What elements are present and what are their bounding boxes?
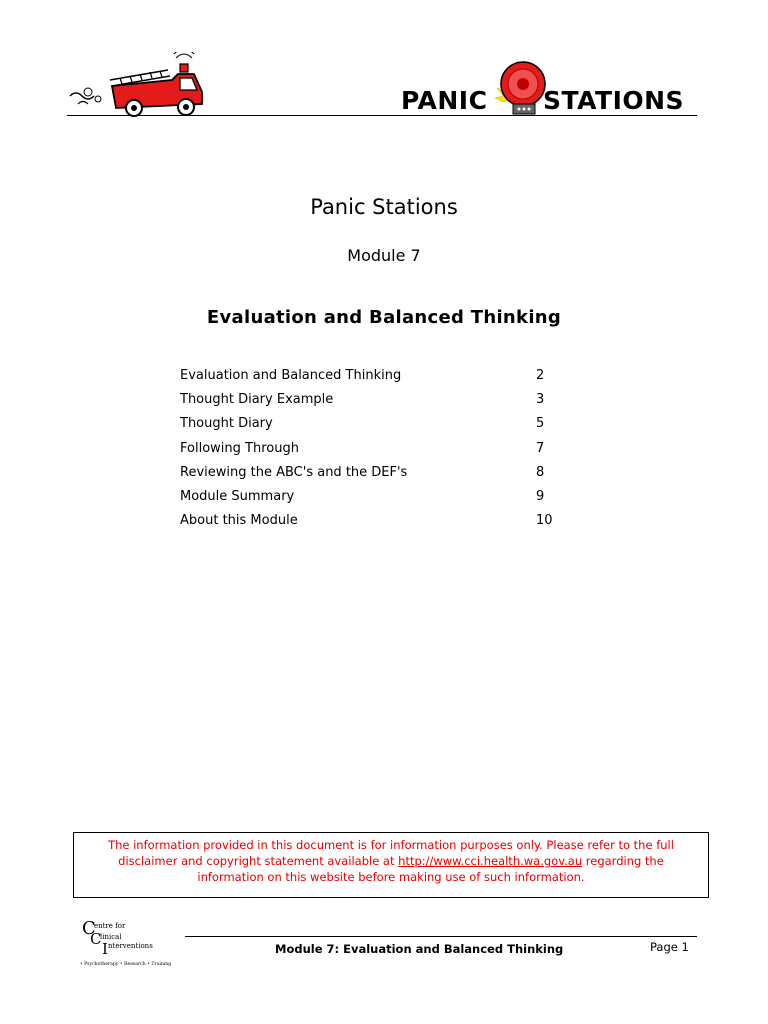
cci-logo bbox=[80, 918, 200, 968]
footer-module-title: Module 7: Evaluation and Balanced Thinking bbox=[275, 942, 564, 956]
toc-row bbox=[180, 465, 560, 489]
logo-line1: entre for bbox=[94, 922, 126, 930]
disclaimer-box bbox=[73, 832, 709, 898]
toc-row bbox=[180, 441, 560, 465]
header-divider bbox=[67, 115, 697, 116]
toc-label: Following Through bbox=[180, 440, 299, 456]
toc-label: Evaluation and Balanced Thinking bbox=[180, 368, 402, 383]
toc-page-number: 7 bbox=[536, 440, 545, 456]
toc-row bbox=[180, 489, 560, 513]
toc-page-number: 3 bbox=[536, 392, 545, 408]
toc-page-number: 8 bbox=[536, 464, 545, 480]
toc-label: Module Summary bbox=[180, 488, 295, 504]
toc-row bbox=[180, 368, 560, 392]
logo-letter-c2: C bbox=[90, 930, 102, 948]
logo-text-panic: PANIC bbox=[401, 86, 488, 115]
toc-row bbox=[180, 513, 560, 537]
module-number: Module 7 bbox=[347, 246, 421, 265]
page-number: Page 1 bbox=[650, 940, 689, 954]
footer-divider bbox=[185, 936, 697, 937]
website-link[interactable]: http://www.cci.health.wa.gov.au bbox=[398, 854, 583, 868]
disclaimer-text-start: The information provided in this document is for information purposes only. Please refer to the full disclaimer and copyright statement available at bbox=[108, 838, 674, 868]
toc-row bbox=[180, 392, 560, 416]
toc-label: Thought Diary bbox=[180, 416, 273, 432]
toc-page-number: 10 bbox=[536, 513, 553, 529]
toc-page-number: 5 bbox=[536, 416, 545, 432]
document-subtitle: Evaluation and Balanced Thinking bbox=[206, 307, 562, 328]
fire-truck-icon bbox=[68, 52, 208, 120]
toc-label: Thought Diary Example bbox=[180, 392, 334, 408]
document-title: Panic Stations bbox=[310, 195, 458, 219]
logo-text-stations: STATIONS bbox=[543, 86, 685, 115]
logo-line3: nterventions bbox=[108, 942, 153, 950]
toc-row bbox=[180, 416, 560, 440]
toc-label: Reviewing the ABC's and the DEF's bbox=[180, 464, 408, 480]
toc-page-number: 9 bbox=[536, 488, 545, 504]
logo-tagline: • Psychotherapy • Research • Training bbox=[80, 962, 172, 967]
logo-letter-i: I bbox=[102, 940, 108, 958]
alarm-bell-icon bbox=[489, 58, 551, 120]
toc-page-number: 2 bbox=[536, 368, 545, 383]
disclaimer-text-end: regarding the information on this website before making use of such information. bbox=[197, 854, 664, 884]
toc-label: About this Module bbox=[180, 513, 298, 529]
table-of-contents bbox=[180, 368, 560, 537]
logo-line2: linical bbox=[100, 933, 122, 941]
logo-letter-c1: C bbox=[82, 918, 96, 939]
